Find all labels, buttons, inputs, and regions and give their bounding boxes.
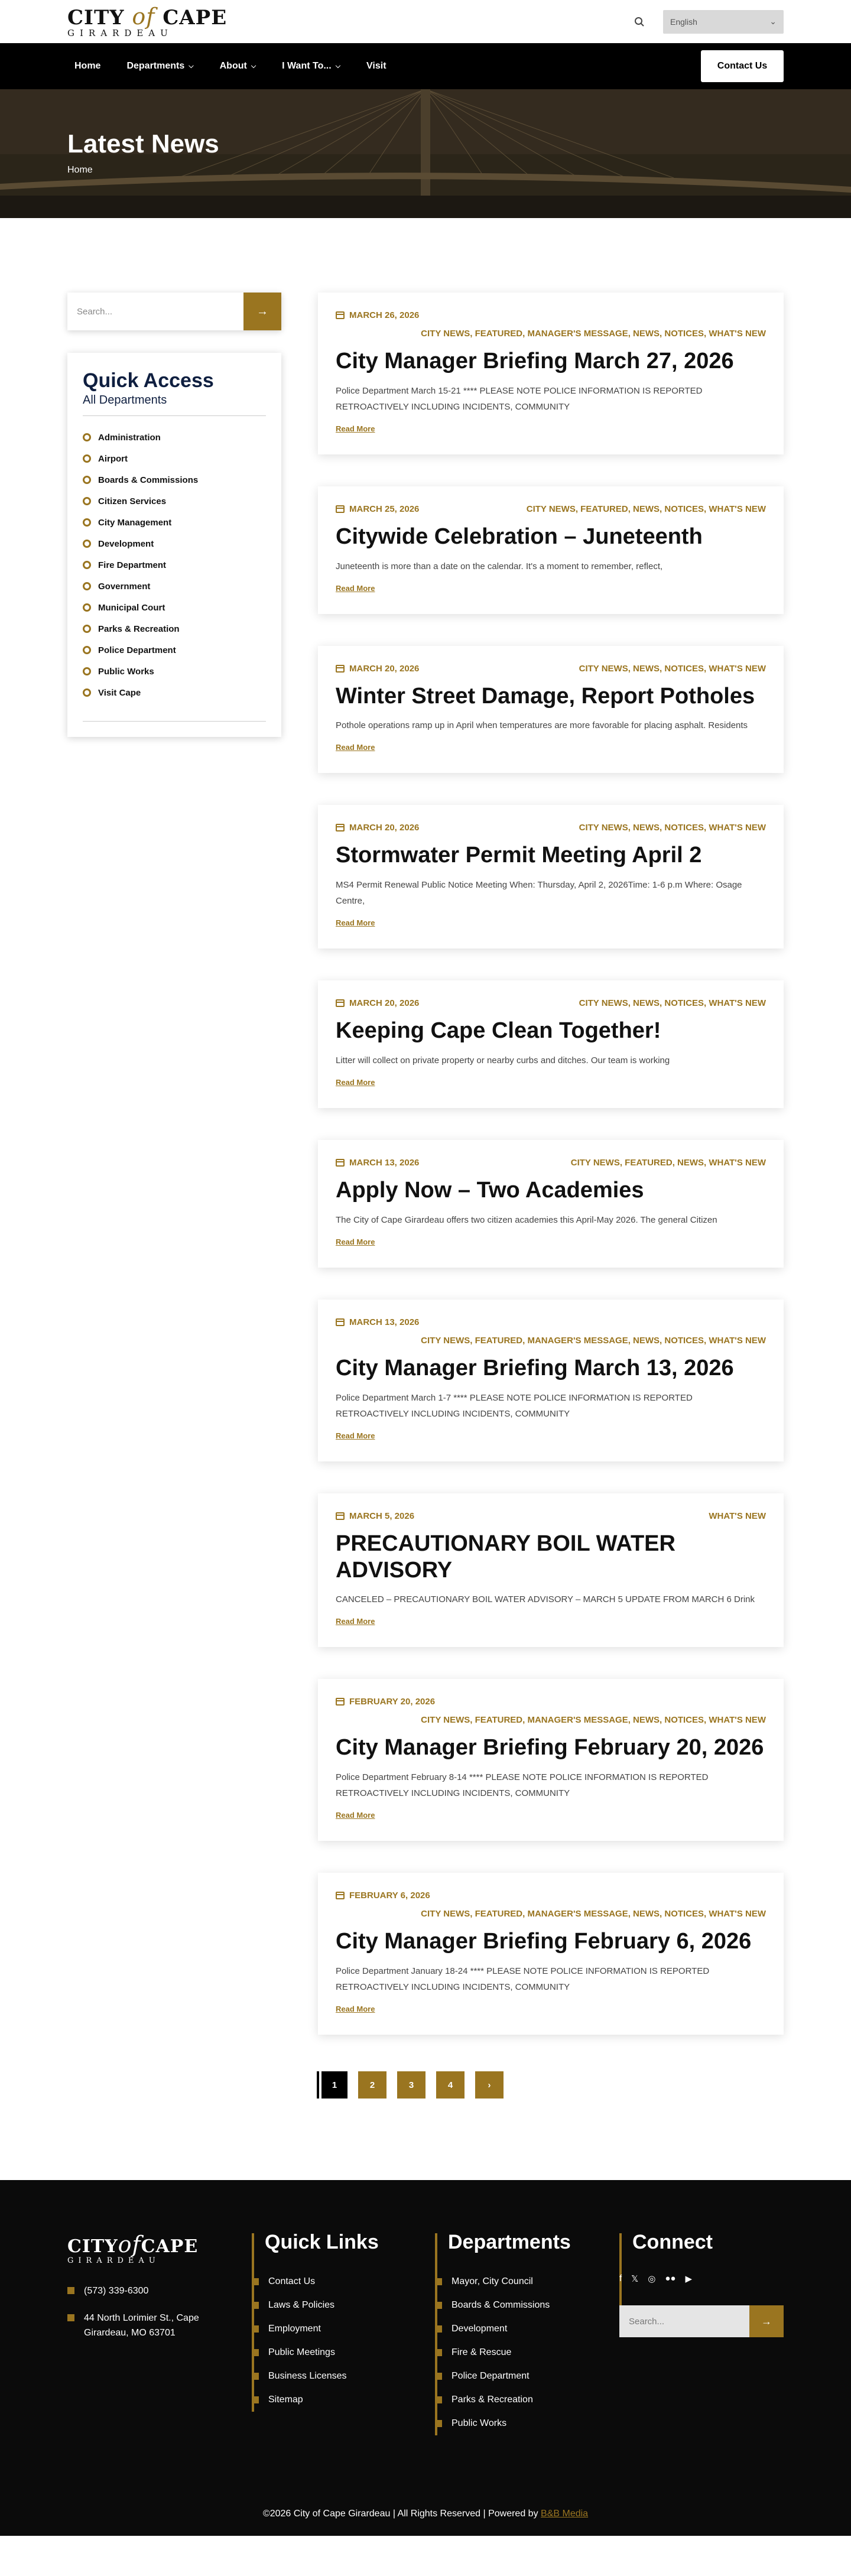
footer-logo-city: CITY [67,2236,118,2257]
post-meta [336,664,766,674]
calendar-icon [336,999,345,1007]
post-date-text: MARCH 20, 2026 [349,663,420,674]
post-title[interactable]: Stormwater Permit Meeting April 2 [336,843,702,868]
post-date [336,1511,414,1521]
footer-copyright [0,2509,851,2519]
arrow-right-icon[interactable]: → [749,2305,784,2337]
news-post [318,1140,784,1268]
post-date [336,823,419,833]
nav-items [74,61,412,72]
footer-department-link[interactable] [435,2364,619,2388]
post-date [336,310,419,320]
x-icon[interactable]: 𝕏 [631,2274,639,2285]
news-post [318,1300,784,1461]
footer-link-label: Employment [268,2324,321,2334]
post-excerpt: Litter will collect on private property or nearby curbs and ditches. Our team is working [336,1055,670,1066]
read-more-link[interactable]: Read More [336,2005,375,2014]
post-date [336,1890,430,1901]
circle-bullet-icon [83,476,91,484]
post-meta [336,1511,766,1521]
read-more-link[interactable]: Read More [336,583,375,593]
calendar-icon [336,1159,345,1167]
logo-city-text: CITY [67,6,125,30]
square-bullet-icon [252,2349,259,2356]
calendar-icon [336,824,345,831]
quick-access-item[interactable] [83,427,266,448]
post-date [336,1697,435,1707]
quick-access-label: Development [98,538,154,549]
footer-department-label: Mayor, City Council [452,2276,533,2287]
post-categories[interactable]: CITY NEWS, NEWS, NOTICES, WHAT'S NEW [579,823,766,833]
post-date [336,998,419,1008]
post-categories[interactable]: CITY NEWS, NEWS, NOTICES, WHAT'S NEW [579,998,766,1009]
post-meta [336,998,766,1008]
square-bullet-icon [252,2278,259,2285]
top-bar [0,0,851,43]
square-bullet-icon [435,2325,442,2333]
calendar-icon [336,1512,345,1520]
post-meta [336,310,766,320]
footer-department-link[interactable] [435,2388,619,2412]
footer-link-label: Contact Us [268,2276,316,2287]
arrow-right-icon[interactable]: → [243,293,281,330]
quick-access-label: Parks & Recreation [98,623,180,634]
footer-logo[interactable] [67,2233,252,2265]
footer-department-link[interactable] [435,2317,619,2341]
footer-link[interactable] [252,2317,435,2341]
post-date-text: FEBRUARY 20, 2026 [349,1697,436,1707]
footer-link[interactable] [252,2341,435,2364]
square-bullet-icon [435,2349,442,2356]
post-meta [336,1890,766,1901]
footer-departments-title: Departments [448,2231,571,2254]
footer-department-label: Development [452,2324,508,2334]
footer-link[interactable] [252,2388,435,2412]
social-links [619,2273,784,2284]
nav-departments-label: Departments [126,61,185,71]
departments-list [448,2270,619,2435]
facebook-icon[interactable]: f [619,2273,622,2284]
footer-department-link[interactable] [435,2341,619,2364]
quick-access-item[interactable] [83,597,266,618]
quick-links-list [265,2270,435,2412]
quick-access-item[interactable] [83,448,266,469]
quick-access-panel [67,353,281,737]
page-title: Latest News [67,129,219,158]
footer-department-label: Parks & Recreation [452,2395,533,2405]
square-bullet-icon [435,2396,442,2403]
footer-info [67,2283,252,2341]
square-bullet-icon [252,2396,259,2403]
square-bullet-icon [67,2314,74,2321]
read-more-link[interactable]: Read More [336,743,375,752]
footer-columns [0,2180,851,2435]
quick-access-title: Quick Access [83,369,214,392]
square-bullet-icon [252,2302,259,2309]
nav-visit-label: Visit [366,61,386,71]
post-title[interactable]: City Manager Briefing March 13, 2026 [336,1355,734,1380]
footer-address-text: 44 North Lorimier St., Cape Girardeau, MO 63701 [84,2312,199,2338]
calendar-icon [336,665,345,673]
post-date-text: FEBRUARY 6, 2026 [349,1890,430,1901]
footer-department-label: Police Department [452,2371,530,2382]
footer-connect-title: Connect [632,2231,713,2254]
post-categories[interactable]: CITY NEWS, FEATURED, NEWS, NOTICES, WHAT'S NEW [526,503,766,514]
nav-home-label: Home [74,61,101,71]
circle-bullet-icon [83,582,91,590]
chevron-right-icon[interactable]: › [475,2071,504,2099]
post-excerpt: Pothole operations ramp up in April when temperatures are more favorable for placing asphalt. Residents [336,720,748,731]
page-button-3[interactable]: 3 [397,2071,426,2099]
circle-bullet-icon [83,688,91,697]
calendar-icon [336,505,345,513]
contact-us-button[interactable]: Contact Us [701,50,784,82]
topbar-tools [632,10,784,34]
square-bullet-icon [252,2325,259,2333]
footer-quick-links-title: Quick Links [265,2231,379,2254]
calendar-icon [336,1698,345,1706]
post-categories[interactable]: CITY NEWS, NEWS, NOTICES, WHAT'S NEW [579,663,766,674]
quick-access-label: Visit Cape [98,687,141,698]
nav-about[interactable] [220,61,256,72]
nav-departments[interactable] [126,61,193,72]
copyright-text: ©2026 City of Cape Girardeau | All Rights Reserved | Powered by [262,2509,538,2519]
post-title[interactable]: Apply Now – Two Academies [336,1178,644,1203]
logo-cape-text: CAPE [163,6,228,30]
post-date-text: MARCH 5, 2026 [349,1510,415,1521]
post-date [336,1158,419,1168]
nav-about-label: About [219,61,247,71]
chevron-down-icon: ⌵ [335,62,341,70]
calendar-icon [336,311,345,319]
sidebar [67,293,281,2067]
powered-by-link[interactable]: B&B Media [541,2509,589,2519]
footer-search-input[interactable]: Search... [619,2305,749,2337]
calendar-icon [336,1318,345,1326]
post-excerpt: Police Department March 1-7 **** PLEASE NOTE POLICE INFORMATION IS REPORTED RETROACTIVELY INCLUDING INCIDENTS, COMMUNITY [336,1392,693,1419]
footer-department-link[interactable] [435,2294,619,2317]
nav-visit[interactable] [366,61,386,72]
site-logo[interactable] [67,5,227,38]
nav-home[interactable] [74,61,100,72]
post-excerpt: Police Department January 18-24 **** PLEASE NOTE POLICE INFORMATION IS REPORTED RETROACTIVELY INCLUDING INCIDENTS, COMMUNITY [336,1966,710,1993]
post-categories[interactable]: CITY NEWS, FEATURED, NEWS, WHAT'S NEW [570,1158,766,1168]
post-title[interactable]: Keeping Cape Clean Together! [336,1018,661,1044]
page-button-4[interactable]: 4 [436,2071,465,2099]
language-value: English [670,17,697,27]
post-excerpt: MS4 Permit Renewal Public Notice Meeting When: Thursday, April 2, 2026Time: 1-6 p.m Where: Osage Centre, [336,880,742,907]
news-post [318,1679,784,1841]
footer-department-link[interactable] [435,2412,619,2435]
page-hero [0,89,851,218]
quick-access-item[interactable] [83,661,266,682]
post-title[interactable]: City Manager Briefing February 20, 2026 [336,1735,764,1760]
post-categories[interactable]: CITY NEWS, FEATURED, MANAGER'S MESSAGE, NEWS, NOTICES, WHAT'S NEW [421,329,766,339]
read-more-link[interactable]: Read More [336,1237,375,1246]
read-more-link[interactable]: Read More [336,1431,375,1440]
chevron-down-icon: ⌵ [189,62,194,70]
page-button-2[interactable]: 2 [358,2071,386,2099]
post-date-text: MARCH 20, 2026 [349,998,420,1009]
footer-department-label: Fire & Rescue [452,2347,512,2358]
language-select[interactable] [663,10,784,34]
post-categories[interactable]: CITY NEWS, FEATURED, MANAGER'S MESSAGE, NEWS, NOTICES, WHAT'S NEW [421,1909,766,1919]
instagram-icon[interactable]: ◎ [648,2274,656,2285]
post-title[interactable]: Winter Street Damage, Report Potholes [336,683,755,709]
quick-access-label: Boards & Commissions [98,475,199,485]
square-bullet-icon [67,2287,74,2294]
post-excerpt: Police Department February 8-14 **** PLEASE NOTE POLICE INFORMATION IS REPORTED RETROACTIVELY INCLUDING INCIDENTS, COMMUNITY [336,1772,709,1799]
circle-bullet-icon [83,497,91,505]
logo-subtitle: GIRARDEAU [67,28,173,38]
footer-contact-column [67,2233,252,2435]
circle-bullet-icon [83,561,91,569]
quick-access-item[interactable] [83,533,266,554]
quick-access-item[interactable] [83,576,266,597]
square-bullet-icon [435,2278,442,2285]
post-meta [336,1317,766,1327]
square-bullet-icon [435,2373,442,2380]
circle-bullet-icon [83,646,91,654]
news-post [318,980,784,1108]
flickr-icon[interactable]: ●● [665,2273,676,2284]
logo-wordmark [67,5,227,28]
search-icon[interactable] [632,15,647,29]
page-button-1[interactable]: 1 [319,2071,347,2099]
footer-logo-subtitle: GIRARDEAU [67,2256,160,2266]
footer-department-label: Boards & Commissions [452,2300,550,2311]
nav-i-want-to-label: I Want To... [282,61,332,71]
post-meta [336,823,766,833]
news-post [318,486,784,614]
quick-access-label: City Management [98,517,172,528]
post-title[interactable]: City Manager Briefing March 27, 2026 [336,349,734,373]
footer-link-label: Public Meetings [268,2347,335,2358]
site-footer [0,2180,851,2536]
post-date-text: MARCH 13, 2026 [349,1317,420,1327]
circle-bullet-icon [83,540,91,548]
circle-bullet-icon [83,603,91,612]
quick-access-item[interactable] [83,682,266,703]
circle-bullet-icon [83,433,91,441]
news-post [318,293,784,454]
post-date [336,504,419,514]
post-date-text: MARCH 26, 2026 [349,310,420,320]
quick-access-list [83,427,266,722]
quick-access-item[interactable] [83,639,266,661]
post-excerpt: The City of Cape Girardeau offers two citizen academies this April-May 2026. The general Citizen [336,1214,717,1225]
breadcrumb [67,165,93,176]
main-nav [0,43,851,89]
footer-logo-cape: CAPE [141,2236,199,2257]
post-categories[interactable]: CITY NEWS, FEATURED, MANAGER'S MESSAGE, NEWS, NOTICES, WHAT'S NEW [421,1715,766,1726]
news-post [318,805,784,948]
main-content [0,293,851,2067]
quick-access-item[interactable] [83,618,266,639]
post-date [336,1317,419,1327]
news-post [318,1873,784,2035]
footer-departments [435,2233,619,2435]
quick-access-label: Public Works [98,666,154,677]
quick-access-subtitle: All Departments [83,394,266,416]
quick-access-item[interactable] [83,554,266,576]
post-title[interactable]: City Manager Briefing February 6, 2026 [336,1929,752,1954]
post-categories[interactable]: CITY NEWS, FEATURED, MANAGER'S MESSAGE, NEWS, NOTICES, WHAT'S NEW [421,1335,766,1346]
chevron-down-icon: ⌵ [251,62,256,70]
footer-search [619,2305,784,2337]
breadcrumb-home[interactable]: Home [67,165,93,175]
post-categories[interactable]: WHAT'S NEW [709,1510,766,1521]
post-excerpt: CANCELED – PRECAUTIONARY BOIL WATER ADVISORY – MARCH 5 UPDATE FROM MARCH 6 Drink [336,1594,755,1605]
read-more-link[interactable]: Read More [336,918,375,928]
quick-access-item[interactable] [83,512,266,533]
calendar-icon [336,1892,345,1899]
post-excerpt: Police Department March 15-21 **** PLEASE NOTE POLICE INFORMATION IS REPORTED RETROACTIVELY INCLUDING INCIDENTS, COMMUNITY [336,385,703,412]
youtube-icon[interactable]: ▶ [685,2274,693,2285]
post-date-text: MARCH 20, 2026 [349,823,420,833]
post-date-text: MARCH 25, 2026 [349,503,420,514]
footer-phone-text: (573) 339-6300 [84,2286,149,2296]
read-more-link[interactable]: Read More [336,1617,375,1626]
post-meta [336,1158,766,1168]
read-more-link[interactable]: Read More [336,1078,375,1087]
footer-link-label: Sitemap [268,2395,303,2405]
footer-link-label: Laws & Policies [268,2300,335,2311]
post-date-text: MARCH 13, 2026 [349,1158,420,1168]
quick-access-label: Citizen Services [98,496,167,506]
footer-link[interactable] [252,2364,435,2388]
footer-address [67,2311,252,2341]
footer-link[interactable] [252,2294,435,2317]
square-bullet-icon [435,2420,442,2427]
news-post [318,1493,784,1648]
circle-bullet-icon [83,625,91,633]
quick-access-label: Fire Department [98,560,167,570]
pagination [0,2071,851,2099]
quick-access-item[interactable] [83,490,266,512]
post-date [336,664,419,674]
post-excerpt: Juneteenth is more than a date on the calendar. It's a moment to remember, reflect, [336,561,663,571]
footer-link-label: Business Licenses [268,2371,347,2382]
quick-access-label: Police Department [98,645,176,655]
news-post [318,646,784,774]
footer-department-link[interactable] [435,2270,619,2294]
quick-access-label: Government [98,581,151,592]
footer-department-label: Public Works [452,2418,507,2429]
read-more-link[interactable]: Read More [336,1811,375,1820]
footer-connect [619,2233,784,2337]
footer-link[interactable] [252,2270,435,2294]
quick-access-label: Municipal Court [98,602,165,613]
chevron-down-icon: ⌄ [769,17,777,26]
footer-quick-links [252,2233,435,2412]
square-bullet-icon [435,2302,442,2309]
sidebar-search [67,293,281,330]
footer-phone[interactable] [67,2283,252,2299]
sidebar-search-input[interactable]: Search... [77,306,113,317]
news-list [318,293,784,2067]
quick-access-item[interactable] [83,469,266,490]
nav-i-want-to[interactable] [282,61,340,72]
circle-bullet-icon [83,454,91,463]
post-title[interactable]: PRECAUTIONARY BOIL WATER ADVISORY [336,1531,675,1583]
quick-access-label: Administration [98,432,161,443]
post-meta [336,1697,766,1707]
logo-of-text: of [132,4,155,30]
quick-access-label: Airport [98,453,128,464]
post-title[interactable]: Citywide Celebration – Juneteenth [336,524,703,549]
circle-bullet-icon [83,518,91,527]
footer-logo-wordmark [67,2233,252,2256]
square-bullet-icon [252,2373,259,2380]
post-meta [336,504,766,514]
circle-bullet-icon [83,667,91,675]
footer-logo-of: of [118,2231,141,2258]
read-more-link[interactable]: Read More [336,424,375,433]
